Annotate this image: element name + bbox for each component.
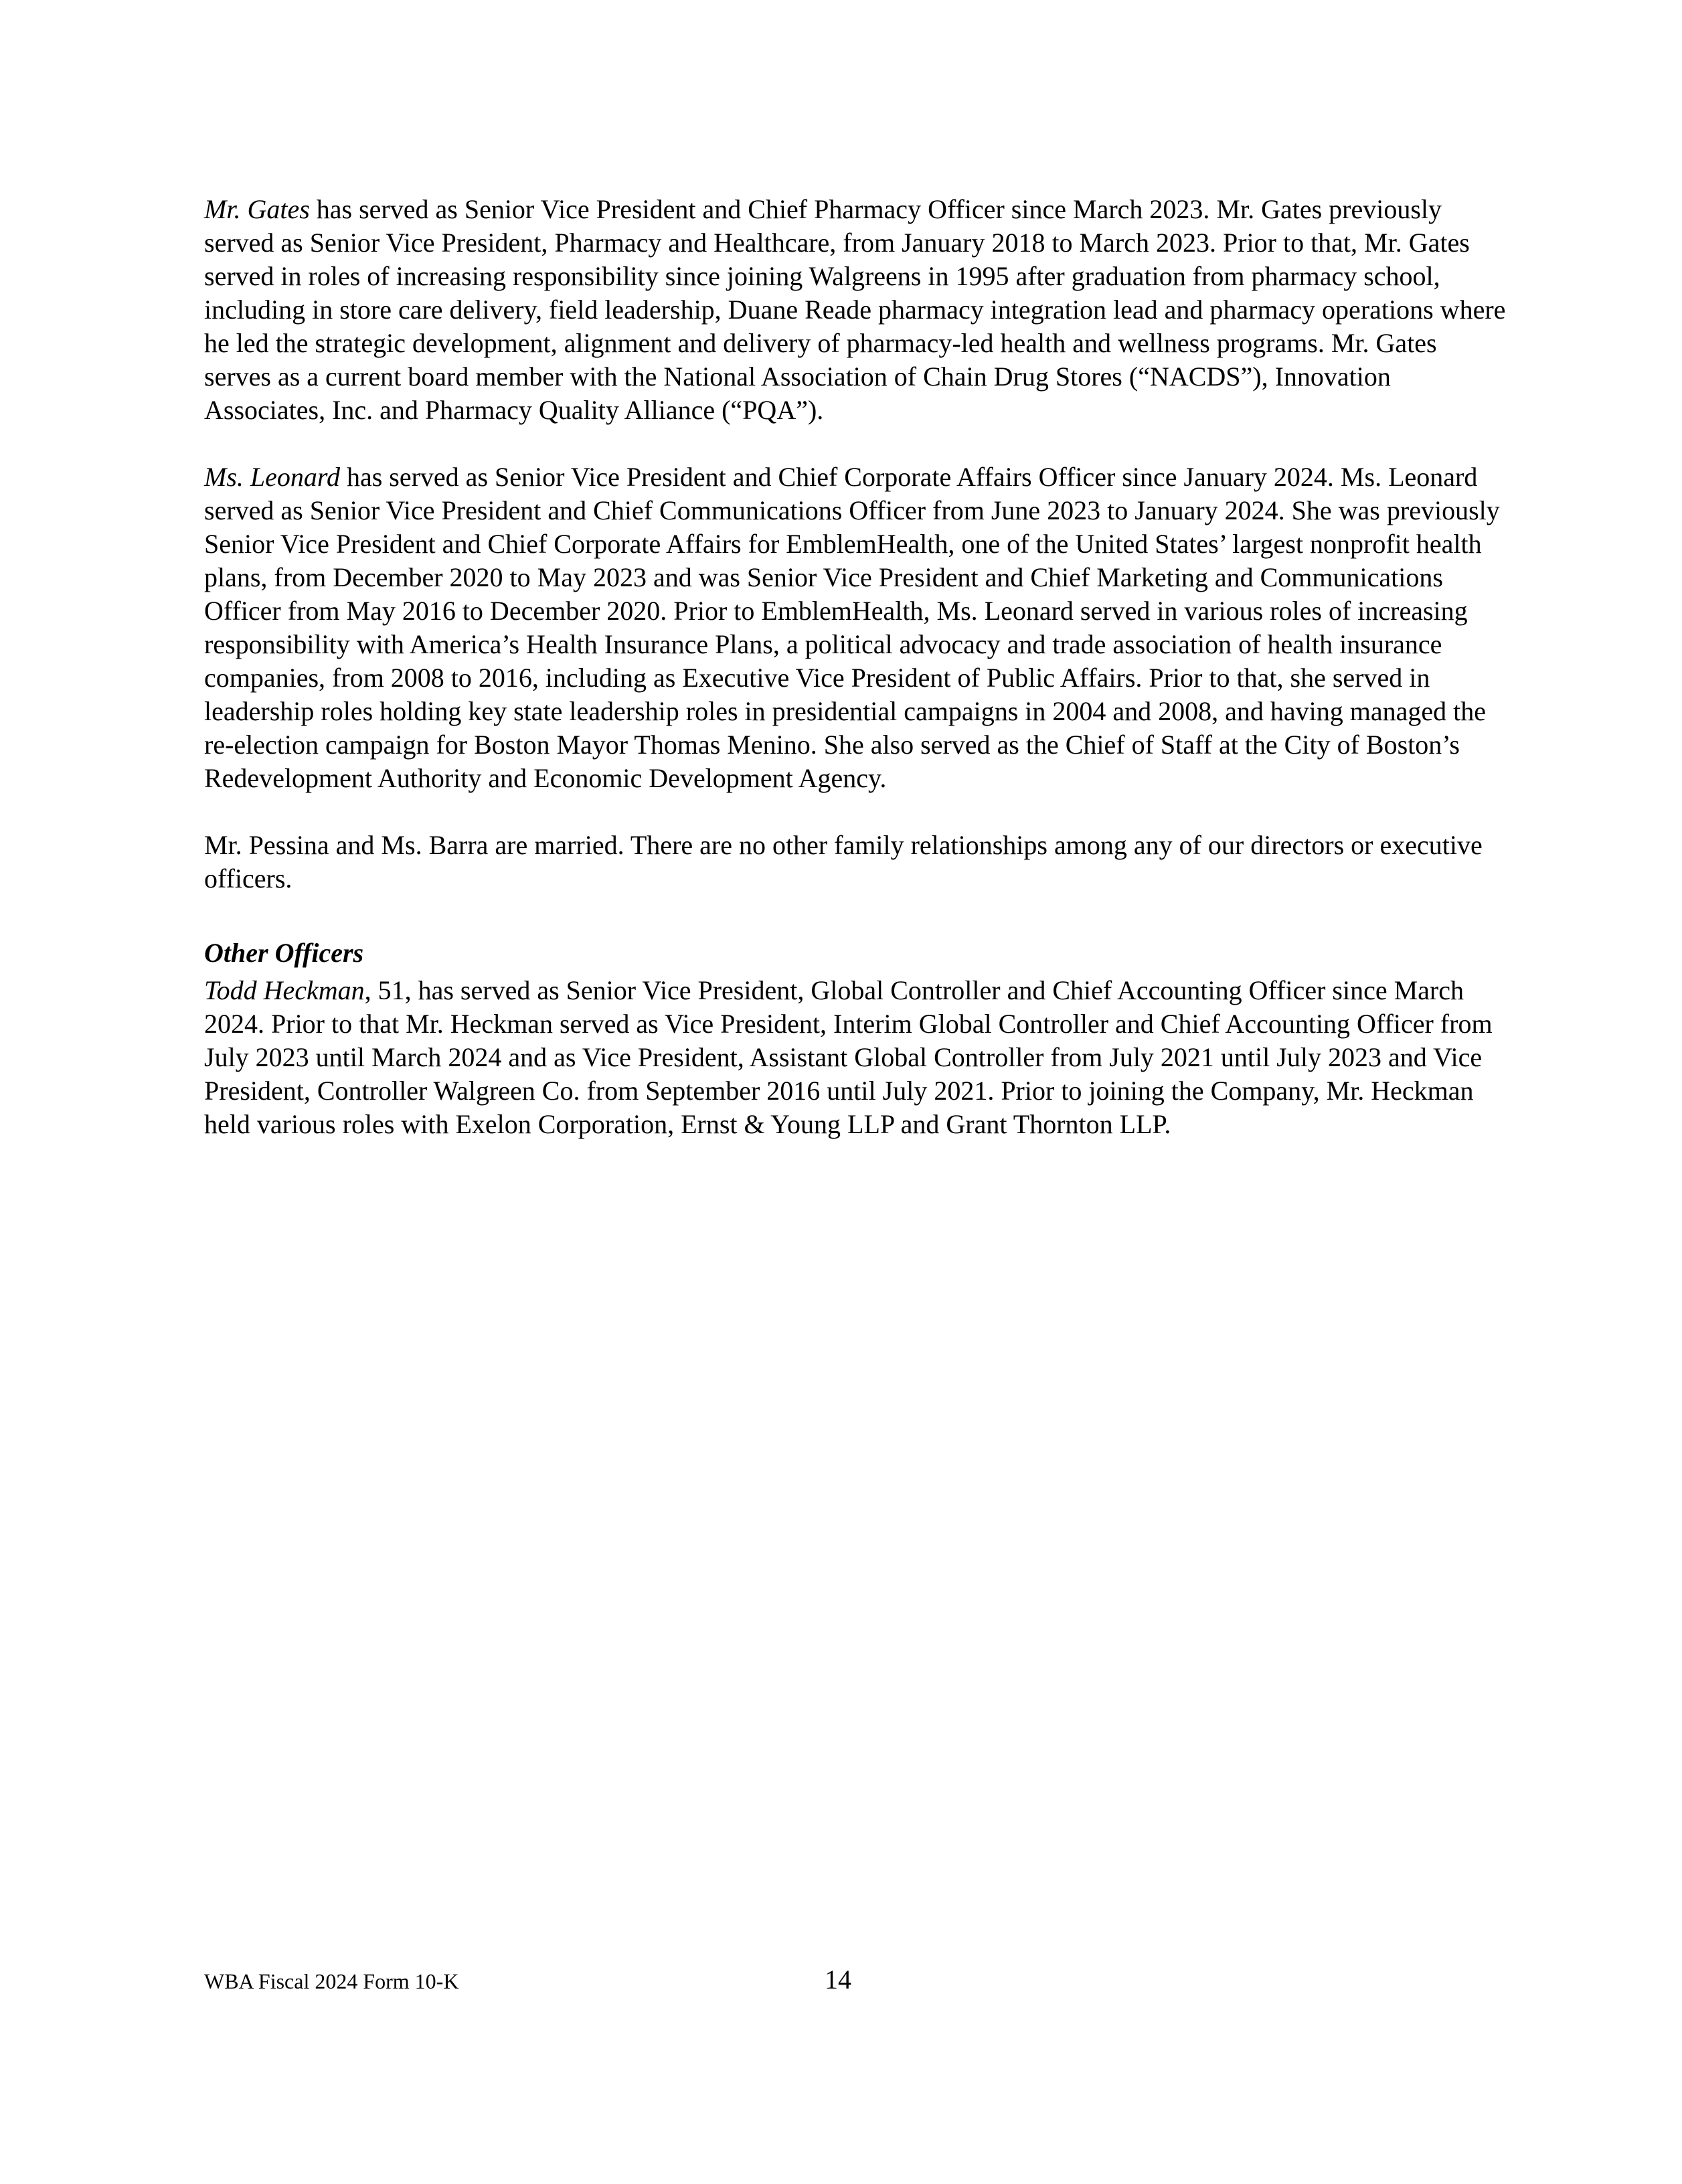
bio-name-leonard: Ms. Leonard — [204, 462, 340, 492]
page-number: 14 — [825, 1964, 851, 1995]
other-officers-heading: Other Officers — [204, 938, 364, 968]
bio-text-gates: has served as Senior Vice President and Chief Pharmacy Officer since March 2023. Mr. Gates previously served as Senior Vice President, Pharmacy and Healthcare, from January 2018 to March 2023. Prior to that, Mr. Gates served in roles of increasing responsibility since joining Walgreens in 1995 after graduation from pharmacy school, including in store care delivery, field leadership, Duane Reade pharmacy integration lead and pharmacy operations where he led the strategic development, alignment and delivery of pharmacy-led health and wellness programs. Mr. Gates serves as a current board member with the National Association of Chain Drug Stores (“NACDS”), Innovation Associates, Inc. and Pharmacy Quality Alliance (“PQA”). — [204, 194, 1506, 425]
page-content — [204, 193, 1509, 1175]
bio-name-heckman: Todd Heckman — [204, 975, 365, 1005]
bio-heckman — [204, 974, 1509, 1141]
bio-name-gates: Mr. Gates — [204, 194, 310, 224]
bio-leonard — [204, 460, 1509, 795]
bio-text-heckman: , 51, has served as Senior Vice President, Global Controller and Chief Accounting Officer since March 2024. Prior to that Mr. Heckman served as Vice President, Interim Global Controller and Chief Accounting Officer from July 2023 until March 2024 and as Vice President, Assistant Global Controller from July 2021 until July 2023 and Vice President, Controller Walgreen Co. from September 2016 until July 2021. Prior to joining the Company, Mr. Heckman held various roles with Exelon Corporation, Ernst & Young LLP and Grant Thornton LLP. — [204, 975, 1493, 1139]
bio-text-leonard: has served as Senior Vice President and Chief Corporate Affairs Officer since January 2024. Ms. Leonard served as Senior Vice President and Chief Communications Officer from June 2023 to January 2024. She was previously Senior Vice President and Chief Corporate Affairs for EmblemHealth, one of the United States’ largest nonprofit health plans, from December 2020 to May 2023 and was Senior Vice President and Chief Marketing and Communications Officer from May 2016 to December 2020. Prior to EmblemHealth, Ms. Leonard served in various roles of increasing responsibility with America’s Health Insurance Plans, a political advocacy and trade association of health insurance companies, from 2008 to 2016, including as Executive Vice President of Public Affairs. Prior to that, she served in leadership roles holding key state leadership roles in presidential campaigns in 2004 and 2008, and having managed the re-election campaign for Boston Mayor Thomas Menino. She also served as the Chief of Staff at the City of Boston’s Redevelopment Authority and Economic Development Agency. — [204, 462, 1500, 793]
footer-document-label: WBA Fiscal 2024 Form 10-K — [204, 1969, 459, 1993]
family-relationships-note: Mr. Pessina and Ms. Barra are married. There are no other family relationships among any of our directors or executive officers. — [204, 830, 1483, 894]
bio-gates — [204, 193, 1509, 427]
